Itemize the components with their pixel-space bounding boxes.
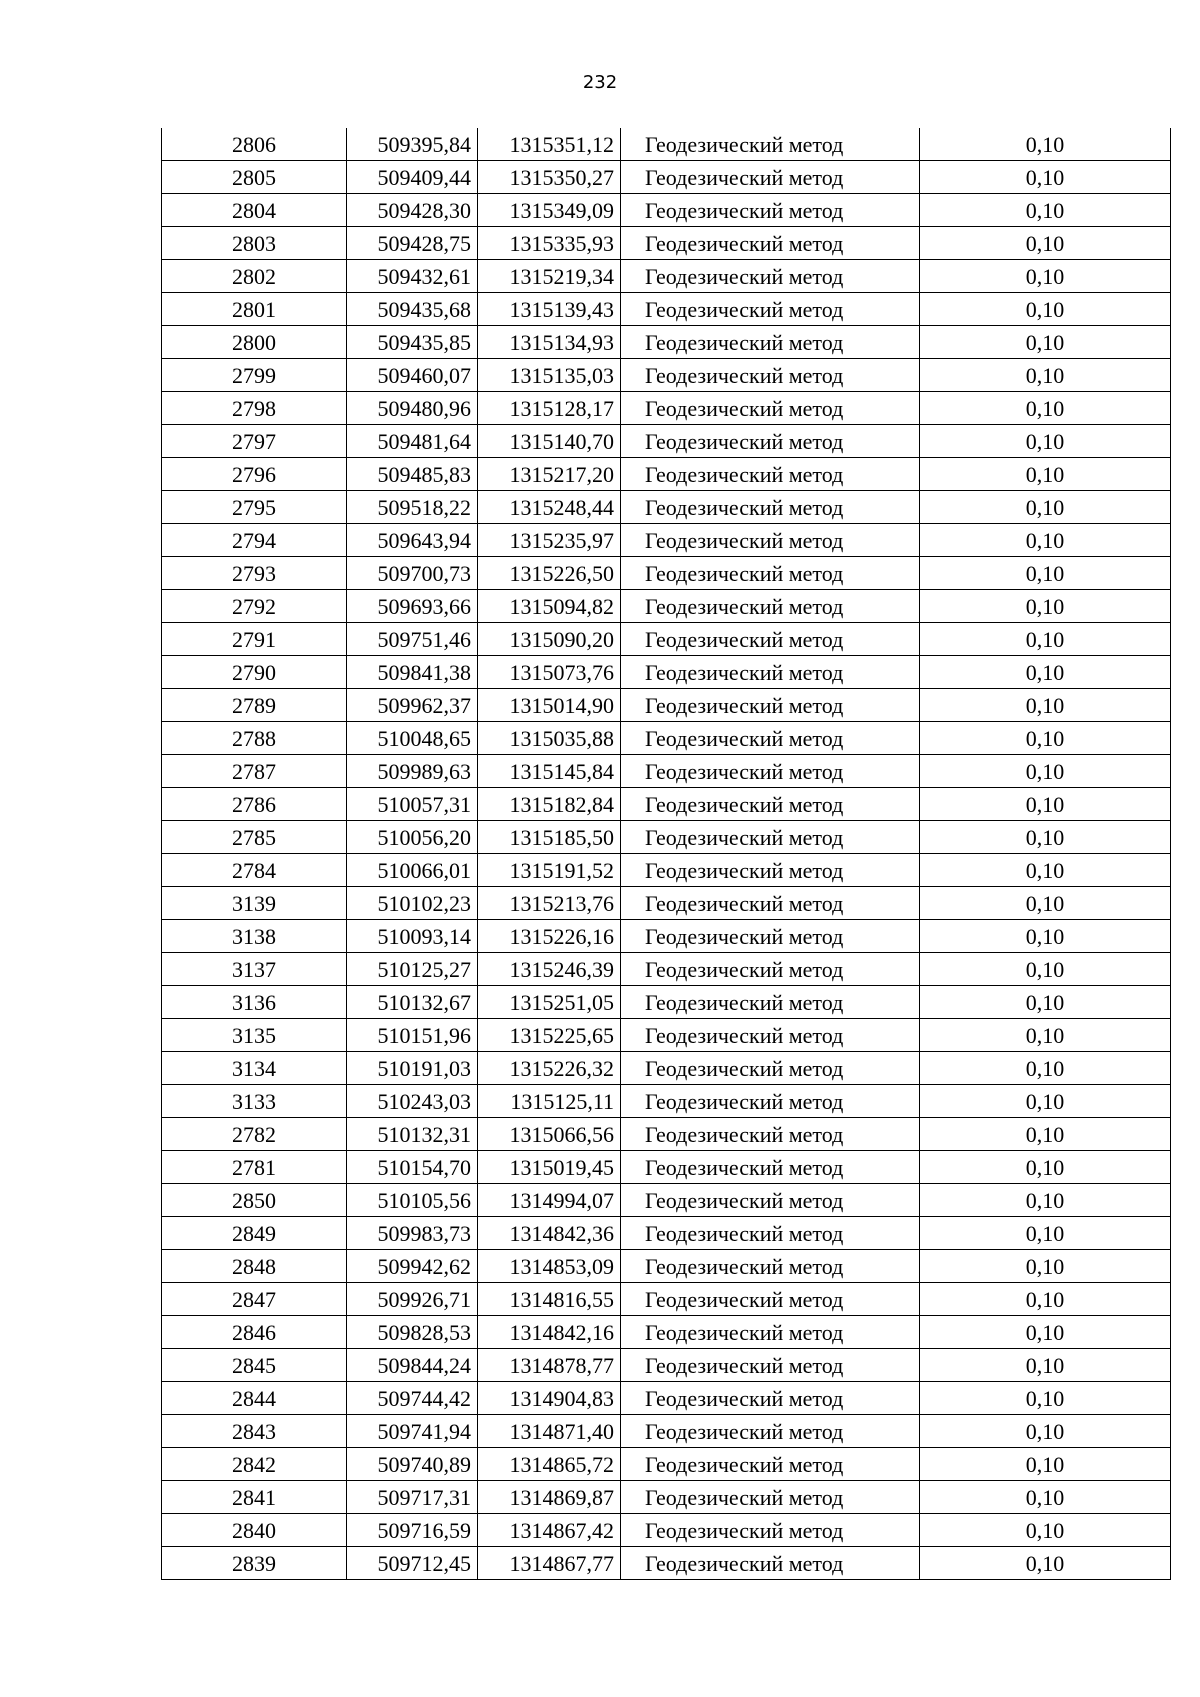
x-coordinate-cell: 510105,56 <box>347 1184 478 1217</box>
method-cell: Геодезический метод <box>621 1184 920 1217</box>
y-coordinate-cell: 1315225,65 <box>478 1019 621 1052</box>
x-coordinate-cell: 509962,37 <box>347 689 478 722</box>
accuracy-cell: 0,10 <box>920 986 1171 1019</box>
table-row <box>162 1547 1171 1580</box>
method-cell: Геодезический метод <box>621 755 920 788</box>
accuracy-cell: 0,10 <box>920 953 1171 986</box>
table-row <box>162 689 1171 722</box>
accuracy-cell: 0,10 <box>920 194 1171 227</box>
point-number-cell: 2850 <box>162 1184 347 1217</box>
method-cell: Геодезический метод <box>621 1514 920 1547</box>
y-coordinate-cell: 1315139,43 <box>478 293 621 326</box>
y-coordinate-cell: 1315191,52 <box>478 854 621 887</box>
x-coordinate-cell: 509989,63 <box>347 755 478 788</box>
accuracy-cell: 0,10 <box>920 920 1171 953</box>
x-coordinate-cell: 509741,94 <box>347 1415 478 1448</box>
method-cell: Геодезический метод <box>621 1283 920 1316</box>
x-coordinate-cell: 509643,94 <box>347 524 478 557</box>
x-coordinate-cell: 509435,85 <box>347 326 478 359</box>
accuracy-cell: 0,10 <box>920 1052 1171 1085</box>
accuracy-cell: 0,10 <box>920 1217 1171 1250</box>
x-coordinate-cell: 510125,27 <box>347 953 478 986</box>
point-number-cell: 3137 <box>162 953 347 986</box>
method-cell: Геодезический метод <box>621 359 920 392</box>
accuracy-cell: 0,10 <box>920 755 1171 788</box>
accuracy-cell: 0,10 <box>920 458 1171 491</box>
method-cell: Геодезический метод <box>621 128 920 161</box>
method-cell: Геодезический метод <box>621 1250 920 1283</box>
point-number-cell: 3133 <box>162 1085 347 1118</box>
method-cell: Геодезический метод <box>621 920 920 953</box>
method-cell: Геодезический метод <box>621 425 920 458</box>
y-coordinate-cell: 1315349,09 <box>478 194 621 227</box>
table-row <box>162 260 1171 293</box>
table-row <box>162 326 1171 359</box>
x-coordinate-cell: 509432,61 <box>347 260 478 293</box>
method-cell: Геодезический метод <box>621 1382 920 1415</box>
y-coordinate-cell: 1314842,16 <box>478 1316 621 1349</box>
y-coordinate-cell: 1314853,09 <box>478 1250 621 1283</box>
y-coordinate-cell: 1315226,32 <box>478 1052 621 1085</box>
point-number-cell: 3136 <box>162 986 347 1019</box>
y-coordinate-cell: 1315226,50 <box>478 557 621 590</box>
point-number-cell: 2798 <box>162 392 347 425</box>
accuracy-cell: 0,10 <box>920 260 1171 293</box>
x-coordinate-cell: 510132,31 <box>347 1118 478 1151</box>
y-coordinate-cell: 1315182,84 <box>478 788 621 821</box>
x-coordinate-cell: 509395,84 <box>347 128 478 161</box>
y-coordinate-cell: 1315248,44 <box>478 491 621 524</box>
method-cell: Геодезический метод <box>621 260 920 293</box>
accuracy-cell: 0,10 <box>920 1118 1171 1151</box>
accuracy-cell: 0,10 <box>920 491 1171 524</box>
table-row <box>162 755 1171 788</box>
table-row <box>162 425 1171 458</box>
accuracy-cell: 0,10 <box>920 1019 1171 1052</box>
accuracy-cell: 0,10 <box>920 524 1171 557</box>
x-coordinate-cell: 509717,31 <box>347 1481 478 1514</box>
x-coordinate-cell: 509428,30 <box>347 194 478 227</box>
y-coordinate-cell: 1314867,77 <box>478 1547 621 1580</box>
table-row <box>162 128 1171 161</box>
accuracy-cell: 0,10 <box>920 722 1171 755</box>
x-coordinate-cell: 510191,03 <box>347 1052 478 1085</box>
x-coordinate-cell: 510066,01 <box>347 854 478 887</box>
accuracy-cell: 0,10 <box>920 1514 1171 1547</box>
x-coordinate-cell: 509844,24 <box>347 1349 478 1382</box>
method-cell: Геодезический метод <box>621 953 920 986</box>
x-coordinate-cell: 510102,23 <box>347 887 478 920</box>
x-coordinate-cell: 509841,38 <box>347 656 478 689</box>
y-coordinate-cell: 1314867,42 <box>478 1514 621 1547</box>
method-cell: Геодезический метод <box>621 227 920 260</box>
point-number-cell: 2793 <box>162 557 347 590</box>
table-row <box>162 1250 1171 1283</box>
x-coordinate-cell: 510057,31 <box>347 788 478 821</box>
accuracy-cell: 0,10 <box>920 1085 1171 1118</box>
x-coordinate-cell: 509740,89 <box>347 1448 478 1481</box>
y-coordinate-cell: 1315251,05 <box>478 986 621 1019</box>
x-coordinate-cell: 509428,75 <box>347 227 478 260</box>
method-cell: Геодезический метод <box>621 1118 920 1151</box>
y-coordinate-cell: 1314865,72 <box>478 1448 621 1481</box>
method-cell: Геодезический метод <box>621 887 920 920</box>
method-cell: Геодезический метод <box>621 1547 920 1580</box>
coordinates-table-body <box>162 128 1171 1580</box>
y-coordinate-cell: 1315335,93 <box>478 227 621 260</box>
y-coordinate-cell: 1315350,27 <box>478 161 621 194</box>
table-row <box>162 1283 1171 1316</box>
accuracy-cell: 0,10 <box>920 1283 1171 1316</box>
x-coordinate-cell: 509926,71 <box>347 1283 478 1316</box>
method-cell: Геодезический метод <box>621 392 920 425</box>
method-cell: Геодезический метод <box>621 1448 920 1481</box>
accuracy-cell: 0,10 <box>920 1151 1171 1184</box>
y-coordinate-cell: 1315140,70 <box>478 425 621 458</box>
accuracy-cell: 0,10 <box>920 821 1171 854</box>
accuracy-cell: 0,10 <box>920 425 1171 458</box>
y-coordinate-cell: 1315213,76 <box>478 887 621 920</box>
point-number-cell: 2799 <box>162 359 347 392</box>
method-cell: Геодезический метод <box>621 326 920 359</box>
accuracy-cell: 0,10 <box>920 887 1171 920</box>
accuracy-cell: 0,10 <box>920 359 1171 392</box>
method-cell: Геодезический метод <box>621 458 920 491</box>
x-coordinate-cell: 509409,44 <box>347 161 478 194</box>
table-row <box>162 458 1171 491</box>
x-coordinate-cell: 510056,20 <box>347 821 478 854</box>
method-cell: Геодезический метод <box>621 293 920 326</box>
point-number-cell: 2790 <box>162 656 347 689</box>
method-cell: Геодезический метод <box>621 194 920 227</box>
method-cell: Геодезический метод <box>621 524 920 557</box>
method-cell: Геодезический метод <box>621 491 920 524</box>
y-coordinate-cell: 1315090,20 <box>478 623 621 656</box>
x-coordinate-cell: 510093,14 <box>347 920 478 953</box>
table-row <box>162 1382 1171 1415</box>
point-number-cell: 3135 <box>162 1019 347 1052</box>
accuracy-cell: 0,10 <box>920 1184 1171 1217</box>
y-coordinate-cell: 1315351,12 <box>478 128 621 161</box>
point-number-cell: 2849 <box>162 1217 347 1250</box>
x-coordinate-cell: 509435,68 <box>347 293 478 326</box>
table-row <box>162 1151 1171 1184</box>
point-number-cell: 2802 <box>162 260 347 293</box>
table-row <box>162 359 1171 392</box>
point-number-cell: 2782 <box>162 1118 347 1151</box>
x-coordinate-cell: 509460,07 <box>347 359 478 392</box>
method-cell: Геодезический метод <box>621 1217 920 1250</box>
table-row <box>162 1316 1171 1349</box>
table-row <box>162 1019 1171 1052</box>
y-coordinate-cell: 1314816,55 <box>478 1283 621 1316</box>
x-coordinate-cell: 509716,59 <box>347 1514 478 1547</box>
point-number-cell: 2839 <box>162 1547 347 1580</box>
table-row <box>162 161 1171 194</box>
method-cell: Геодезический метод <box>621 1415 920 1448</box>
x-coordinate-cell: 509712,45 <box>347 1547 478 1580</box>
method-cell: Геодезический метод <box>621 656 920 689</box>
point-number-cell: 2840 <box>162 1514 347 1547</box>
accuracy-cell: 0,10 <box>920 1316 1171 1349</box>
point-number-cell: 3138 <box>162 920 347 953</box>
x-coordinate-cell: 509942,62 <box>347 1250 478 1283</box>
point-number-cell: 2792 <box>162 590 347 623</box>
table-row <box>162 1118 1171 1151</box>
x-coordinate-cell: 510154,70 <box>347 1151 478 1184</box>
point-number-cell: 2794 <box>162 524 347 557</box>
point-number-cell: 2845 <box>162 1349 347 1382</box>
accuracy-cell: 0,10 <box>920 1448 1171 1481</box>
point-number-cell: 2797 <box>162 425 347 458</box>
x-coordinate-cell: 509700,73 <box>347 557 478 590</box>
x-coordinate-cell: 509983,73 <box>347 1217 478 1250</box>
table-row <box>162 491 1171 524</box>
point-number-cell: 2801 <box>162 293 347 326</box>
x-coordinate-cell: 510243,03 <box>347 1085 478 1118</box>
table-row <box>162 293 1171 326</box>
method-cell: Геодезический метод <box>621 788 920 821</box>
x-coordinate-cell: 509518,22 <box>347 491 478 524</box>
point-number-cell: 2848 <box>162 1250 347 1283</box>
point-number-cell: 2785 <box>162 821 347 854</box>
table-row <box>162 1448 1171 1481</box>
point-number-cell: 2796 <box>162 458 347 491</box>
y-coordinate-cell: 1314869,87 <box>478 1481 621 1514</box>
y-coordinate-cell: 1315066,56 <box>478 1118 621 1151</box>
point-number-cell: 2787 <box>162 755 347 788</box>
method-cell: Геодезический метод <box>621 557 920 590</box>
x-coordinate-cell: 509481,64 <box>347 425 478 458</box>
table-row <box>162 854 1171 887</box>
method-cell: Геодезический метод <box>621 1019 920 1052</box>
x-coordinate-cell: 509485,83 <box>347 458 478 491</box>
x-coordinate-cell: 509480,96 <box>347 392 478 425</box>
accuracy-cell: 0,10 <box>920 128 1171 161</box>
page-number: 232 <box>582 72 618 93</box>
accuracy-cell: 0,10 <box>920 1547 1171 1580</box>
method-cell: Геодезический метод <box>621 722 920 755</box>
method-cell: Геодезический метод <box>621 1316 920 1349</box>
accuracy-cell: 0,10 <box>920 656 1171 689</box>
table-row <box>162 1184 1171 1217</box>
table-row <box>162 590 1171 623</box>
y-coordinate-cell: 1315226,16 <box>478 920 621 953</box>
x-coordinate-cell: 510132,67 <box>347 986 478 1019</box>
point-number-cell: 3139 <box>162 887 347 920</box>
x-coordinate-cell: 509828,53 <box>347 1316 478 1349</box>
table-row <box>162 788 1171 821</box>
y-coordinate-cell: 1314871,40 <box>478 1415 621 1448</box>
y-coordinate-cell: 1315073,76 <box>478 656 621 689</box>
y-coordinate-cell: 1315019,45 <box>478 1151 621 1184</box>
table-row <box>162 821 1171 854</box>
y-coordinate-cell: 1315219,34 <box>478 260 621 293</box>
y-coordinate-cell: 1315035,88 <box>478 722 621 755</box>
method-cell: Геодезический метод <box>621 623 920 656</box>
method-cell: Геодезический метод <box>621 1481 920 1514</box>
accuracy-cell: 0,10 <box>920 293 1171 326</box>
accuracy-cell: 0,10 <box>920 326 1171 359</box>
y-coordinate-cell: 1315145,84 <box>478 755 621 788</box>
point-number-cell: 3134 <box>162 1052 347 1085</box>
table-row <box>162 887 1171 920</box>
point-number-cell: 2791 <box>162 623 347 656</box>
table-row <box>162 656 1171 689</box>
method-cell: Геодезический метод <box>621 161 920 194</box>
table-row <box>162 623 1171 656</box>
y-coordinate-cell: 1315128,17 <box>478 392 621 425</box>
table-row <box>162 1415 1171 1448</box>
y-coordinate-cell: 1314842,36 <box>478 1217 621 1250</box>
point-number-cell: 2806 <box>162 128 347 161</box>
y-coordinate-cell: 1314904,83 <box>478 1382 621 1415</box>
method-cell: Геодезический метод <box>621 1085 920 1118</box>
y-coordinate-cell: 1315185,50 <box>478 821 621 854</box>
method-cell: Геодезический метод <box>621 986 920 1019</box>
x-coordinate-cell: 510151,96 <box>347 1019 478 1052</box>
point-number-cell: 2847 <box>162 1283 347 1316</box>
accuracy-cell: 0,10 <box>920 557 1171 590</box>
point-number-cell: 2843 <box>162 1415 347 1448</box>
method-cell: Геодезический метод <box>621 854 920 887</box>
table-row <box>162 557 1171 590</box>
table-row <box>162 986 1171 1019</box>
accuracy-cell: 0,10 <box>920 227 1171 260</box>
point-number-cell: 2795 <box>162 491 347 524</box>
y-coordinate-cell: 1315135,03 <box>478 359 621 392</box>
accuracy-cell: 0,10 <box>920 1382 1171 1415</box>
accuracy-cell: 0,10 <box>920 1250 1171 1283</box>
table-row <box>162 1052 1171 1085</box>
y-coordinate-cell: 1314994,07 <box>478 1184 621 1217</box>
y-coordinate-cell: 1315125,11 <box>478 1085 621 1118</box>
method-cell: Геодезический метод <box>621 689 920 722</box>
coordinates-table <box>161 128 1171 1580</box>
method-cell: Геодезический метод <box>621 1151 920 1184</box>
accuracy-cell: 0,10 <box>920 689 1171 722</box>
y-coordinate-cell: 1315134,93 <box>478 326 621 359</box>
y-coordinate-cell: 1314878,77 <box>478 1349 621 1382</box>
point-number-cell: 2804 <box>162 194 347 227</box>
table-row <box>162 392 1171 425</box>
table-row <box>162 1349 1171 1382</box>
point-number-cell: 2842 <box>162 1448 347 1481</box>
table-row <box>162 1514 1171 1547</box>
x-coordinate-cell: 509744,42 <box>347 1382 478 1415</box>
point-number-cell: 2841 <box>162 1481 347 1514</box>
method-cell: Геодезический метод <box>621 1052 920 1085</box>
x-coordinate-cell: 509693,66 <box>347 590 478 623</box>
table-row <box>162 524 1171 557</box>
accuracy-cell: 0,10 <box>920 392 1171 425</box>
table-row <box>162 953 1171 986</box>
point-number-cell: 2786 <box>162 788 347 821</box>
y-coordinate-cell: 1315014,90 <box>478 689 621 722</box>
accuracy-cell: 0,10 <box>920 161 1171 194</box>
y-coordinate-cell: 1315235,97 <box>478 524 621 557</box>
accuracy-cell: 0,10 <box>920 623 1171 656</box>
table-row <box>162 1085 1171 1118</box>
x-coordinate-cell: 509751,46 <box>347 623 478 656</box>
table-row <box>162 1217 1171 1250</box>
point-number-cell: 2788 <box>162 722 347 755</box>
table-row <box>162 227 1171 260</box>
accuracy-cell: 0,10 <box>920 1481 1171 1514</box>
point-number-cell: 2844 <box>162 1382 347 1415</box>
accuracy-cell: 0,10 <box>920 1415 1171 1448</box>
point-number-cell: 2803 <box>162 227 347 260</box>
method-cell: Геодезический метод <box>621 590 920 623</box>
point-number-cell: 2781 <box>162 1151 347 1184</box>
table-row <box>162 920 1171 953</box>
table-row <box>162 1481 1171 1514</box>
x-coordinate-cell: 510048,65 <box>347 722 478 755</box>
accuracy-cell: 0,10 <box>920 788 1171 821</box>
accuracy-cell: 0,10 <box>920 854 1171 887</box>
accuracy-cell: 0,10 <box>920 1349 1171 1382</box>
point-number-cell: 2784 <box>162 854 347 887</box>
point-number-cell: 2805 <box>162 161 347 194</box>
point-number-cell: 2800 <box>162 326 347 359</box>
accuracy-cell: 0,10 <box>920 590 1171 623</box>
point-number-cell: 2846 <box>162 1316 347 1349</box>
table-row <box>162 194 1171 227</box>
method-cell: Геодезический метод <box>621 821 920 854</box>
point-number-cell: 2789 <box>162 689 347 722</box>
table-row <box>162 722 1171 755</box>
y-coordinate-cell: 1315094,82 <box>478 590 621 623</box>
y-coordinate-cell: 1315246,39 <box>478 953 621 986</box>
y-coordinate-cell: 1315217,20 <box>478 458 621 491</box>
method-cell: Геодезический метод <box>621 1349 920 1382</box>
